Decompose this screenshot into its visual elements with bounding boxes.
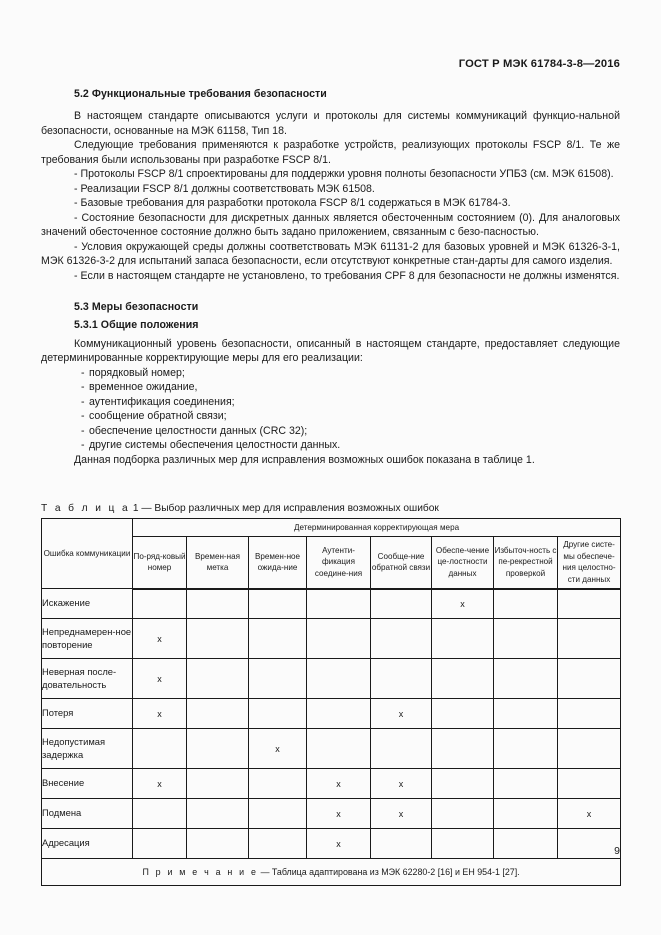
list-item: - порядковый номер;: [41, 366, 620, 381]
table-col-other-integrity-systems: Другие систе-мы обеспече-ния целостно-сти данных: [558, 537, 621, 589]
table-row-label: Адресация: [42, 829, 133, 859]
list-item: - аутентификация соединения;: [41, 395, 620, 410]
table-cell-empty: [558, 659, 621, 699]
list-item: - обеспечение целостности данных (CRC 32);: [41, 424, 620, 439]
list-item: - сообщение обратной связи;: [41, 409, 620, 424]
table-cell-empty: [249, 799, 307, 829]
paragraph-5-2-intro: В настоящем стандарте описываются услуги и протоколы для системы коммуникаций функцио-нальной безопасности, основанные на МЭК 61158, Тип 18.: [41, 110, 620, 137]
table-cell-empty: [187, 799, 249, 829]
table-cell-empty: [249, 619, 307, 659]
table-row: [42, 659, 621, 699]
page-number: 9: [614, 845, 620, 857]
table-cell-empty: [133, 589, 187, 619]
table-cell-empty: [494, 799, 558, 829]
table-cell-empty: [432, 769, 494, 799]
table-cell-empty: [558, 769, 621, 799]
table-cell-empty: [187, 769, 249, 799]
table-cell-empty: [133, 829, 187, 859]
table-row: [42, 829, 621, 859]
table-cell-empty: [307, 729, 371, 769]
table-footer: [42, 859, 621, 886]
bullet-5-2-base-requirements: - Базовые требования для разработки протокола FSCP 8/1 содержаться в МЭК 61784-3.: [74, 197, 511, 210]
table-cell-empty: [432, 619, 494, 659]
table-caption: [41, 503, 439, 514]
table-row: [42, 619, 621, 659]
table-row: [42, 699, 621, 729]
table-col-data-integrity: Обеспе-чение це-лостности данных: [432, 537, 494, 589]
table-cell-empty: [371, 659, 432, 699]
table-cell-mark: х: [133, 619, 187, 659]
table-row-label: Недопустимая задержка: [42, 729, 133, 769]
table-cell-empty: [133, 729, 187, 769]
bullet-5-2-cpf8: - Если в настоящем стандарте не установлено, то требования CPF 8 для безопасности не должны изменятся.: [74, 270, 620, 283]
paragraph-5-2-requirements: Следующие требования применяются к разработке устройств, реализующих протоколы FSCP 8/1. Те же требования были использованы при разработке FSCP 8/1.: [41, 139, 620, 166]
body-text-flow: [41, 88, 620, 467]
table-row-label: Непреднамерен-ное повторение: [42, 619, 133, 659]
table-note: [42, 859, 621, 886]
table-cell-mark: х: [432, 589, 494, 619]
table-cell-empty: [558, 699, 621, 729]
table-cell-mark: х: [307, 799, 371, 829]
table-1-error-measures: [41, 518, 621, 886]
table-cell-empty: [187, 659, 249, 699]
table-row: [42, 769, 621, 799]
measures-list: [41, 366, 620, 453]
heading-5-2: 5.2 Функциональные требования безопасности: [74, 88, 327, 100]
table-cell-mark: х: [371, 799, 432, 829]
table-cell-empty: [249, 589, 307, 619]
table-cell-mark: х: [307, 829, 371, 859]
table-cell-empty: [558, 829, 621, 859]
table-col-connection-authentication: Аутенти-фикация соедине-ния: [307, 537, 371, 589]
table-col-feedback-message: Сообще-ние обратной связи: [371, 537, 432, 589]
table-col-sequence-number: По-ряд-ковый номер: [133, 537, 187, 589]
table-cell-empty: [432, 699, 494, 729]
table-cell-empty: [249, 769, 307, 799]
list-item: - другие системы обеспечения целостности данных.: [41, 438, 620, 453]
table-cell-empty: [494, 699, 558, 729]
table-cell-empty: [432, 829, 494, 859]
table-cell-empty: [494, 589, 558, 619]
table-caption-text: — Выбор различных мер для исправления возможных ошибок: [141, 503, 439, 514]
table-cell-empty: [432, 729, 494, 769]
table-cell-empty: [133, 799, 187, 829]
table-cell-empty: [494, 619, 558, 659]
table-cell-empty: [187, 619, 249, 659]
table-cell-empty: [371, 589, 432, 619]
heading-5-3: 5.3 Меры безопасности: [74, 300, 199, 313]
table-cell-empty: [371, 829, 432, 859]
table-note-text: — Таблица адаптирована из МЭК 62280-2 [16] и ЕН 954-1 [27].: [260, 867, 520, 877]
table-cell-empty: [494, 829, 558, 859]
table-cell-mark: х: [307, 769, 371, 799]
table-header: [42, 519, 621, 589]
table-col-timestamp: Времен-ная метка: [187, 537, 249, 589]
bullet-5-2-implementations: - Реализации FSCP 8/1 должны соответствовать МЭК 61508.: [74, 182, 375, 195]
table-header-group: Детерминированная корректирующая мера: [133, 519, 621, 537]
table-caption-number: 1: [132, 503, 139, 514]
bullet-5-2-sil: - Протоколы FSCP 8/1 спроектированы для поддержки уровня полноты безопасности УПБЗ (см. МЭК 61508).: [74, 168, 614, 181]
table-cell-empty: [494, 769, 558, 799]
heading-5-3-1: 5.3.1 Общие положения: [74, 318, 199, 331]
table-row-label: Внесение: [42, 769, 133, 799]
table-cell-empty: [371, 619, 432, 659]
table-cell-empty: [307, 619, 371, 659]
table-cell-empty: [187, 729, 249, 769]
page-content: [41, 0, 620, 935]
document-header-standard-number: ГОСТ Р МЭК 61784-3-8—2016: [458, 58, 620, 70]
bullet-5-2-safe-state: - Состояние безопасности для дискретных данных является обесточенным состоянием (0). Для аналоговых значений обесточенное состояние должно быть задано приложением, связанным с безо-пасностью.: [41, 211, 620, 239]
table-cell-mark: х: [133, 699, 187, 729]
table-cell-empty: [432, 799, 494, 829]
table-cell-empty: [187, 829, 249, 859]
table-cell-mark: х: [371, 769, 432, 799]
table-row-label: Неверная после-довательность: [42, 659, 133, 699]
table-body: [42, 589, 621, 859]
table-cell-mark: х: [371, 699, 432, 729]
table-cell-empty: [558, 619, 621, 659]
table-cell-empty: [558, 589, 621, 619]
table-cell-empty: [187, 699, 249, 729]
table-row: [42, 729, 621, 769]
table-cell-mark: х: [133, 769, 187, 799]
table-row: [42, 799, 621, 829]
table-cell-empty: [432, 659, 494, 699]
paragraph-5-3-1-table-ref: Данная подборка различных мер для исправления возможных ошибок показана в таблице 1.: [74, 453, 535, 466]
table-cell-mark: х: [249, 729, 307, 769]
paragraph-5-3-1-intro: Коммуникационный уровень безопасности, описанный в настоящем стандарте, предоставляет следующие детерминированные корректирующие меры для его реализации:: [41, 337, 620, 365]
table-cell-mark: х: [133, 659, 187, 699]
table-cell-empty: [371, 729, 432, 769]
table-header-group-row: [42, 519, 621, 537]
table-cell-empty: [187, 589, 249, 619]
table-cell-empty: [494, 659, 558, 699]
list-item: - временное ожидание,: [41, 380, 620, 395]
table-cell-empty: [249, 699, 307, 729]
table-row-label: Подмена: [42, 799, 133, 829]
table-caption-label: Т а б л и ц а: [41, 503, 131, 514]
table-cell-mark: х: [558, 799, 621, 829]
table-cell-empty: [307, 699, 371, 729]
table-cell-empty: [558, 729, 621, 769]
table-row-label: Потеря: [42, 699, 133, 729]
table-row-label: Искажение: [42, 589, 133, 619]
bullet-5-2-environment: - Условия окружающей среды должны соответствовать МЭК 61131-2 для базовых уровней и МЭК 61326-3-1, МЭК 61326-3-2 для испытаний запаса безопасности, если отсутствуют конкретные стан-дарты для самого изделия.: [41, 240, 620, 268]
table-cell-empty: [249, 829, 307, 859]
table-cell-empty: [307, 589, 371, 619]
table-header-rowlabel: Ошибка коммуникации: [42, 519, 133, 589]
table-col-timeout: Времен-ное ожида-ние: [249, 537, 307, 589]
table-cell-empty: [494, 729, 558, 769]
table-note-label: П р и м е ч а н и е: [142, 867, 259, 877]
table-cell-empty: [249, 659, 307, 699]
table-row: [42, 589, 621, 619]
table-col-cross-check-redundancy: Избыточ-ность с пе-рекрестной проверкой: [494, 537, 558, 589]
table-cell-empty: [307, 659, 371, 699]
